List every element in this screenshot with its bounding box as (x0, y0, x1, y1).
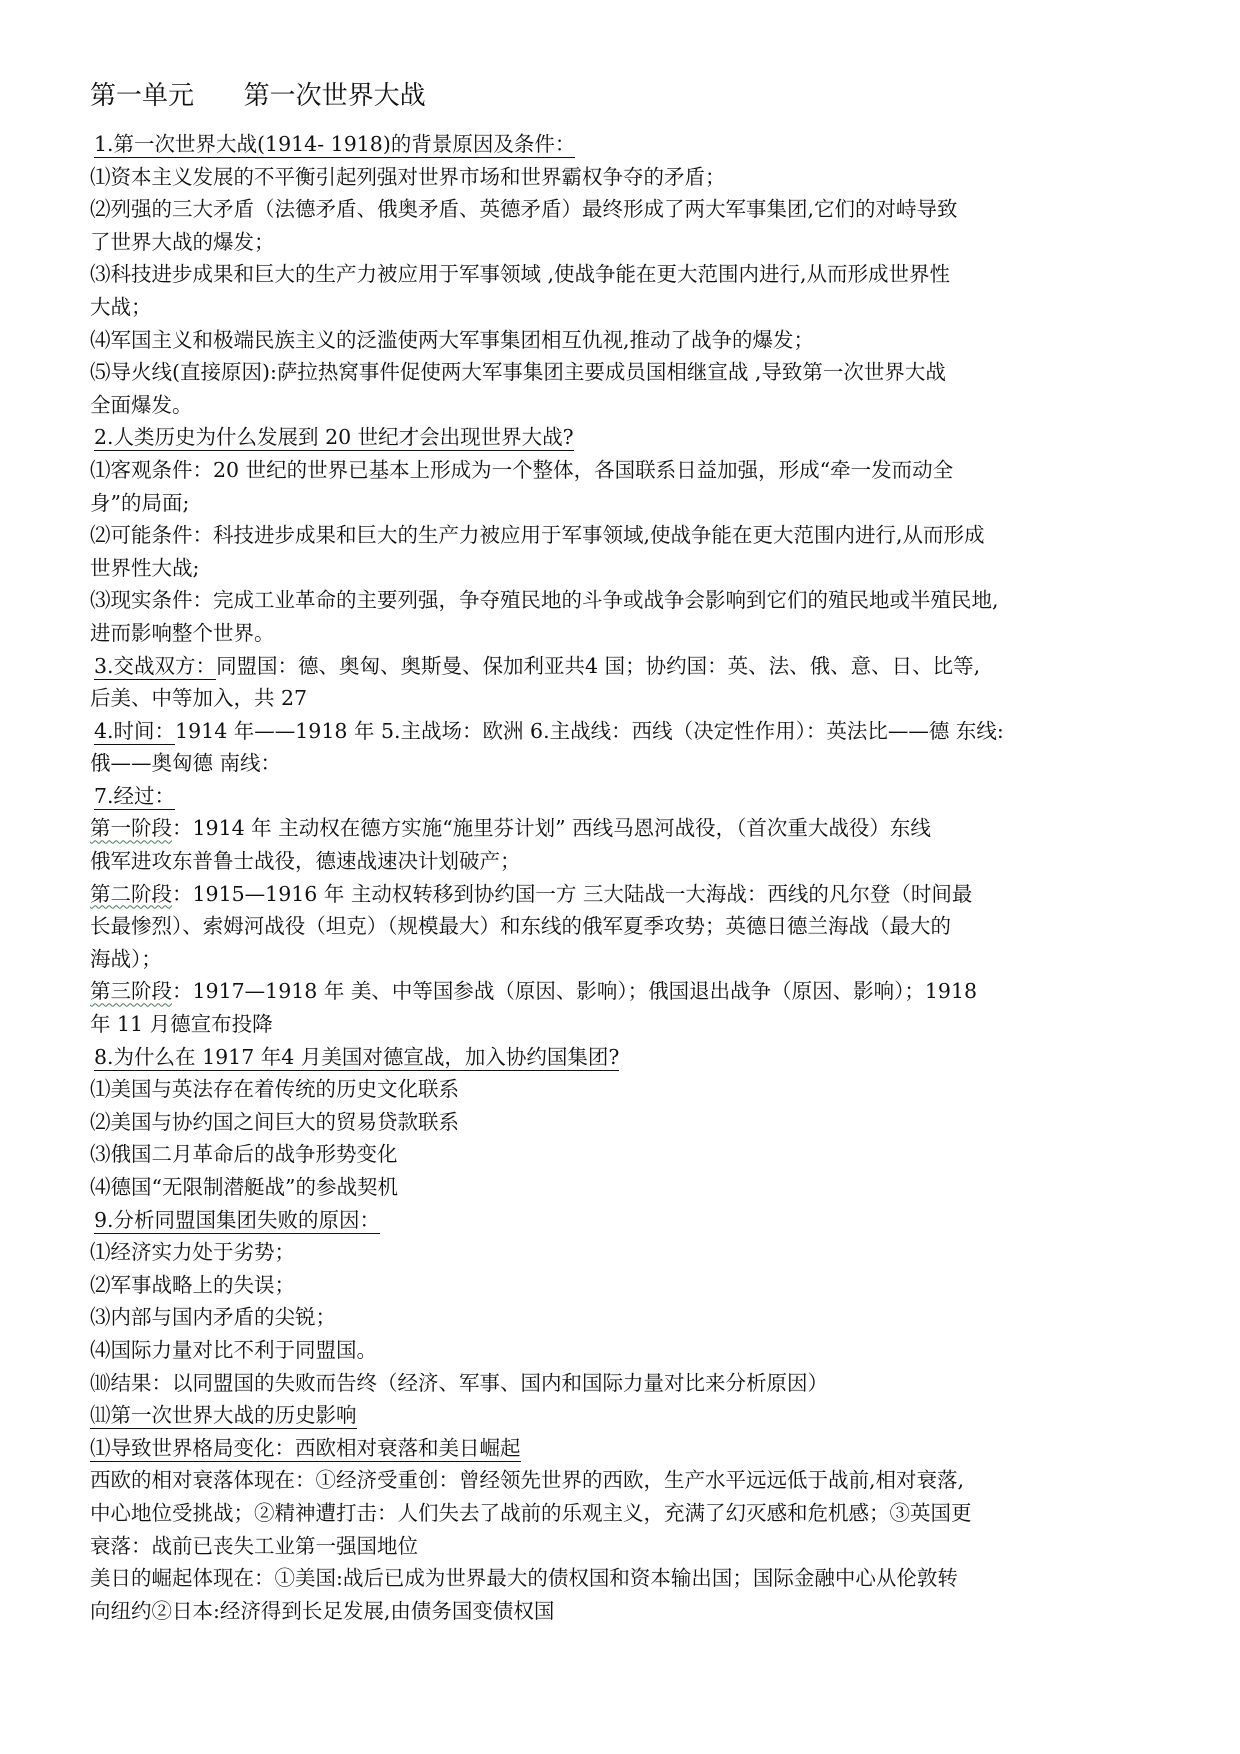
section-7-heading: 7.经过： (94, 783, 176, 808)
stage-1-text: ：1914 年 主动权在德方实施“施里芬计划” 西线马恩河战役，（首次重大战役）东线 (172, 816, 931, 841)
section-3-line (90, 650, 1170, 683)
section-10-result: ⑽结果：以同盟国的失败而告终（经济、军事、国内和国际力量对比来分析原因） (90, 1370, 828, 1395)
western-europe-decline-cont: 中心地位受挑战；②精神遭打击：人们失去了战前的乐观主义，充满了幻灭感和危机感；③英国更 (90, 1500, 972, 1525)
section-3-text: 同盟国：德、奥匈、奥斯曼、保加利亚共4 国；协约国：英、法、俄、意、日、比等, (216, 653, 981, 678)
section-1-item-1: ⑴资本主义发展的不平衡引起列强对世界市场和世界霸权争夺的矛盾； (90, 164, 726, 189)
section-9-item-3: ⑶内部与国内矛盾的尖锐； (90, 1305, 336, 1330)
stage-3-label: 第三阶段 (90, 979, 172, 1004)
western-europe-decline-cont-2: 衰落：战前已丧失工业第一强国地位 (90, 1533, 418, 1558)
document-page (90, 76, 1170, 1627)
section-2-item-1-cont: 身”的局面; (90, 490, 190, 515)
page-title: 第一单元 第一次世界大战 (90, 81, 426, 111)
section-2-item-3-cont: 进而影响整个世界。 (90, 620, 275, 645)
stage-3 (90, 975, 1170, 1008)
section-9-item-1: ⑴经济实力处于劣势； (90, 1240, 295, 1265)
stage-2 (90, 878, 1170, 911)
us-japan-rise: 美日的崛起体现在：①美国:战后已成为世界最大的债权国和资本输出国；国际金融中心从伦敦转 (90, 1566, 958, 1591)
us-japan-rise-cont: 向纽约②日本:经济得到长足发展,由债务国变债权国 (90, 1598, 555, 1623)
section-11-sub-1: ⑴导致世界格局变化：西欧相对衰落和美日崛起 (90, 1435, 521, 1460)
stage-2-text: ：1915—1916 年 主动权转移到协约国一方 三大陆战一大海战：西线的凡尔登（时间最 (172, 881, 973, 906)
section-4-text: 1914 年——1918 年 5.主战场：欧洲 6.主战线：西线（决定性作用）：英法比——德 东线: (175, 718, 1004, 743)
section-8-heading: 8.为什么在 1917 年4 月美国对德宣战，加入协约国集团? (94, 1044, 620, 1069)
section-2-item-2-cont: 世界性大战; (90, 555, 200, 580)
section-9-heading: 9.分析同盟国集团失败的原因： (94, 1207, 381, 1232)
section-1-item-2: ⑵列强的三大矛盾（法德矛盾、俄奥矛盾、英德矛盾）最终形成了两大军事集团,它们的对峙导致 (90, 197, 958, 222)
section-4-label: 4.时间： (94, 718, 176, 743)
section-8-item-1: ⑴美国与英法存在着传统的历史文化联系 (90, 1077, 459, 1102)
section-1-item-3-cont: 大战； (90, 294, 152, 319)
section-4-line (90, 715, 1170, 748)
section-1-item-5: ⑸导火线(直接原因):萨拉热窝事件促使两大军事集团主要成员国相继宣战 ,导致第一次世界大战 (90, 360, 946, 385)
section-1-item-5-cont: 全面爆发。 (90, 392, 193, 417)
section-2-item-3: ⑶现实条件：完成工业革命的主要列强，争夺殖民地的斗争或战争会影响到它们的殖民地或半殖民地, (90, 588, 999, 613)
western-europe-decline: 西欧的相对衰落体现在：①经济受重创：曾经领先世界的西欧，生产水平远远低于战前,相对衰落, (90, 1468, 965, 1493)
stage-1-cont: 俄军进攻东普鲁士战役，德速战速决计划破产； (90, 849, 521, 874)
section-8-item-3: ⑶俄国二月革命后的战争形势变化 (90, 1142, 398, 1167)
section-4-line-cont: 俄——奥匈德 南线： (90, 751, 282, 776)
stage-2-label: 第二阶段 (90, 881, 172, 906)
section-9-item-4: ⑷国际力量对比不利于同盟国。 (90, 1337, 377, 1362)
section-2-item-1: ⑴客观条件：20 世纪的世界已基本上形成为一个整体，各国联系日益加强，形成“牵一发而动全 (90, 457, 954, 482)
section-3-label: 3.交战双方： (94, 653, 217, 678)
section-2-item-2: ⑵可能条件：科技进步成果和巨大的生产力被应用于军事领域,使战争能在更大范围内进行,从而形成 (90, 523, 985, 548)
section-1-heading: 1.第一次世界大战(1914- 1918)的背景原因及条件： (94, 132, 576, 156)
section-3-line-cont: 后美、中等加入，共 27 (90, 686, 308, 711)
section-8-item-4: ⑷德国“无限制潜艇战”的参战契机 (90, 1175, 398, 1199)
stage-3-text: ：1917—1918 年 美、中等国参战（原因、影响）；俄国退出战争（原因、影响）；1918 (172, 979, 978, 1004)
stage-2-cont-2: 海战）； (90, 946, 162, 971)
stage-2-cont: 长最惨烈）、索姆河战役（坦克）（规模最大）和东线的俄军夏季攻势；英德日德兰海战（最大的 (90, 914, 951, 939)
section-9-item-2: ⑵军事战略上的失误； (90, 1272, 295, 1297)
stage-1 (90, 812, 1170, 845)
section-8-item-2: ⑵美国与协约国之间巨大的贸易贷款联系 (90, 1109, 459, 1134)
stage-1-label: 第一阶段 (90, 816, 172, 841)
stage-3-cont: 年 11 月德宣布投降 (90, 1012, 273, 1037)
section-1-item-3: ⑶科技进步成果和巨大的生产力被应用于军事领域 ,使战争能在更大范围内进行,从而形成世界性 (90, 262, 951, 287)
section-11-heading: ⑾第一次世界大战的历史影响 (90, 1403, 357, 1428)
section-1-item-4: ⑷军国主义和极端民族主义的泛滥使两大军事集团相互仇视,推动了战争的爆发； (90, 327, 815, 352)
section-2-heading: 2.人类历史为什么发展到 20 世纪才会出现世界大战? (94, 425, 574, 450)
section-1-item-2-cont: 了世界大战的爆发； (90, 229, 275, 254)
